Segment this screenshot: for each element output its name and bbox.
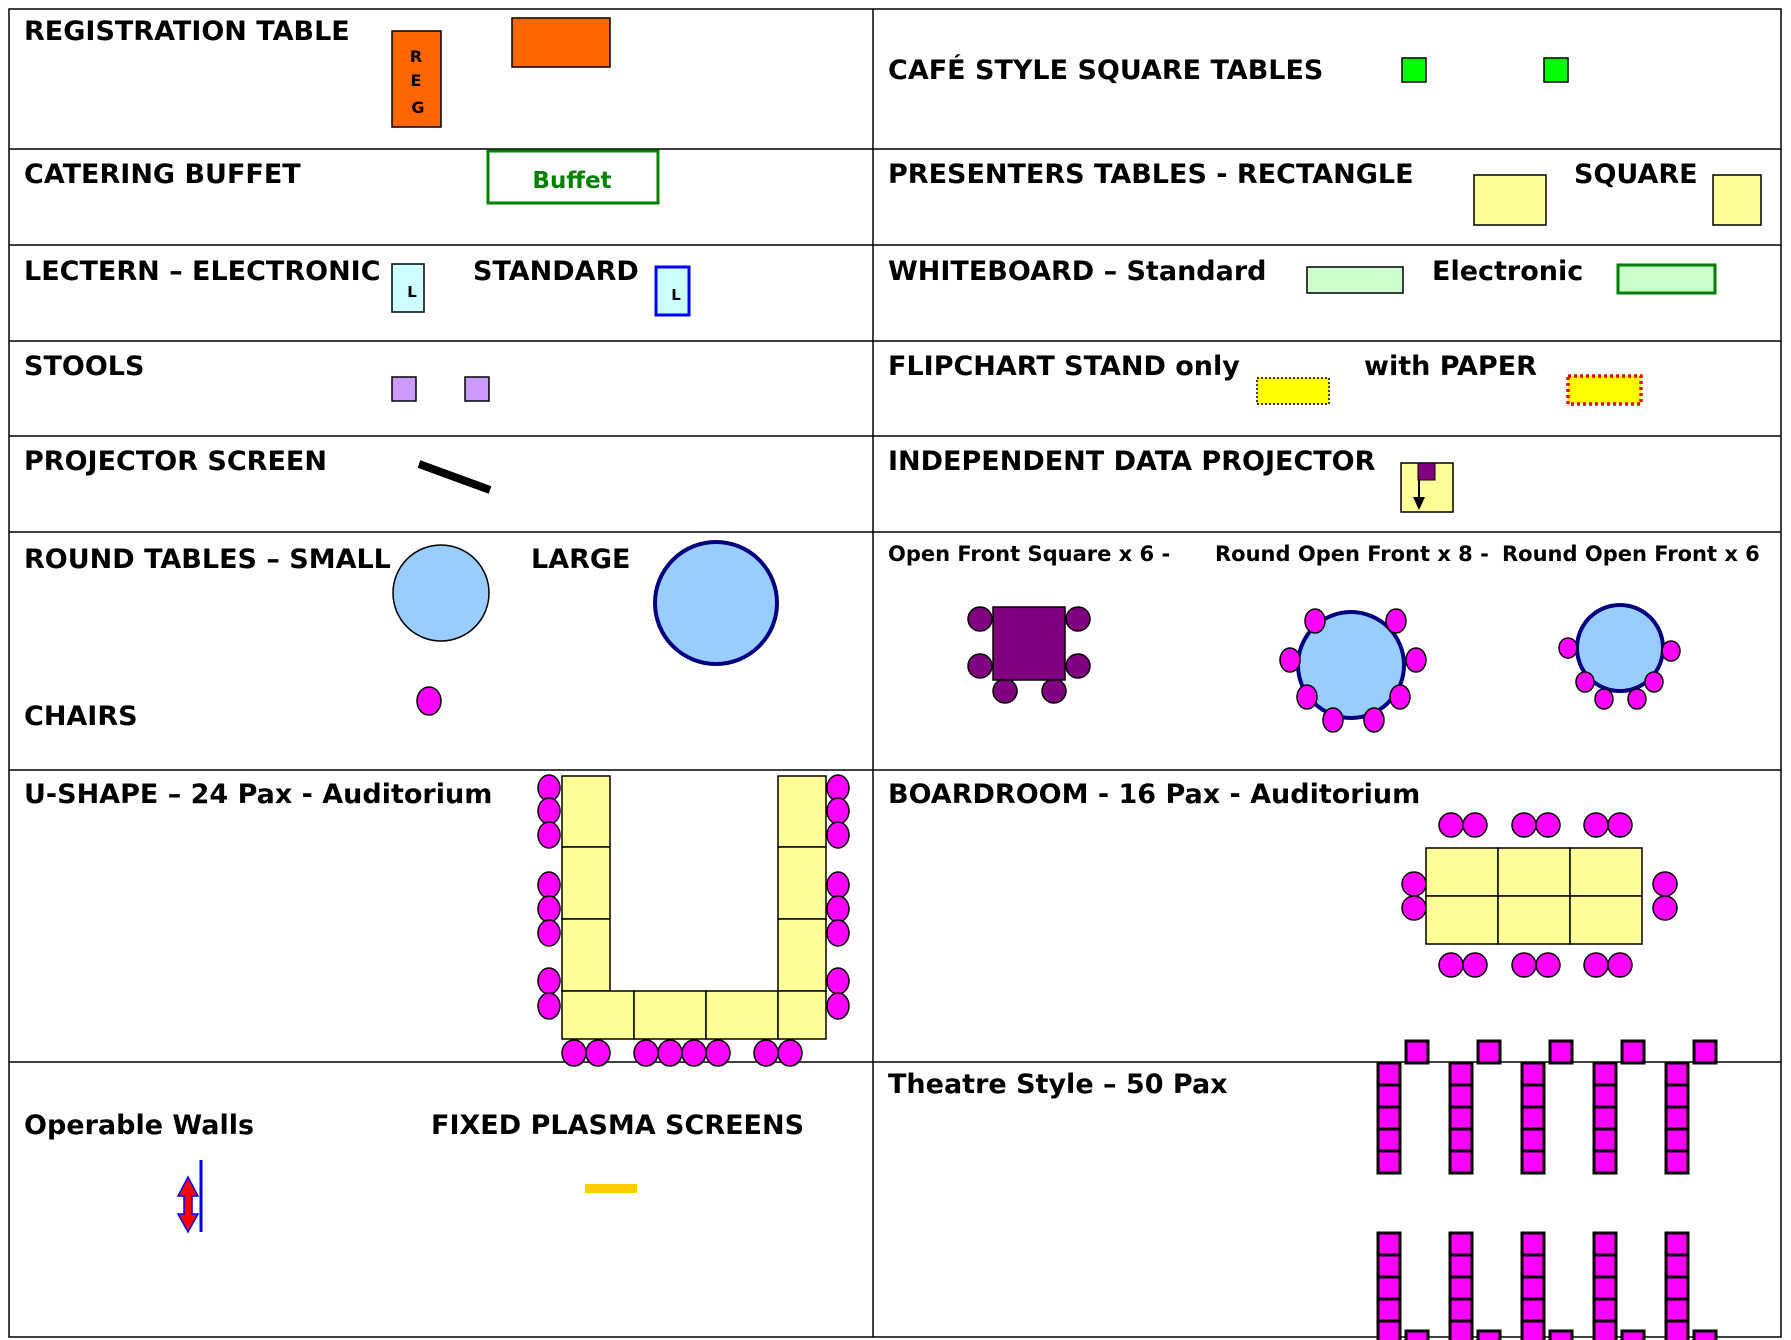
registration-table-horizontal-icon	[512, 18, 610, 67]
theatre-chair	[1378, 1129, 1400, 1151]
stools-label: STOOLS	[24, 351, 145, 382]
theatre-chair	[1666, 1151, 1688, 1173]
u-shape-setup-icon	[538, 775, 849, 1066]
theatre-chair	[1550, 1041, 1572, 1063]
theatre-chair	[1594, 1321, 1616, 1340]
theatre-chair	[1594, 1129, 1616, 1151]
catering-buffet-label: CATERING BUFFET	[24, 159, 301, 190]
theatre-chair	[1378, 1255, 1400, 1277]
theatre-chair	[1378, 1321, 1400, 1340]
theatre-chair	[1522, 1129, 1544, 1151]
u-shape-label: U-SHAPE – 24 Pax - Auditorium	[24, 779, 493, 810]
theatre-chair	[1622, 1041, 1644, 1063]
plasma-screen-icon	[585, 1184, 637, 1193]
cafe-tables-label: CAFÉ STYLE SQUARE TABLES	[888, 55, 1324, 86]
presenters-square-label: SQUARE	[1574, 159, 1698, 190]
theatre-chair	[1450, 1255, 1472, 1277]
chair-icon	[417, 687, 441, 715]
theatre-chair	[1522, 1107, 1544, 1129]
theatre-chair	[1594, 1255, 1616, 1277]
theatre-chairs-icon	[1378, 1041, 1716, 1340]
theatre-chair	[1694, 1041, 1716, 1063]
lectern-electronic-icon	[392, 264, 424, 312]
theatre-chair	[1450, 1151, 1472, 1173]
theatre-chair	[1378, 1085, 1400, 1107]
whiteboard-electronic-icon	[1618, 265, 1715, 293]
presenters-square-table-icon	[1713, 175, 1761, 225]
theatre-chair	[1378, 1107, 1400, 1129]
theatre-chair	[1450, 1129, 1472, 1151]
theatre-chair	[1522, 1233, 1544, 1255]
projector-screen-label: PROJECTOR SCREEN	[24, 446, 327, 477]
theatre-chair	[1450, 1085, 1472, 1107]
presenters-rectangle-table-icon	[1474, 175, 1546, 225]
svg-text:L: L	[407, 283, 417, 301]
open-front-square-setup-icon	[968, 607, 1090, 703]
theatre-chair	[1594, 1233, 1616, 1255]
theatre-chair	[1522, 1151, 1544, 1173]
theatre-chair	[1666, 1321, 1688, 1340]
flipchart-stand-icon	[1257, 378, 1329, 404]
theatre-chair	[1522, 1299, 1544, 1321]
theatre-chair	[1694, 1331, 1716, 1340]
theatre-chair	[1450, 1063, 1472, 1085]
theatre-chair	[1666, 1107, 1688, 1129]
theatre-chair	[1378, 1233, 1400, 1255]
reg-letter-e: E	[410, 71, 422, 90]
round-open-front-6-label: Round Open Front x 6	[1502, 542, 1760, 566]
theatre-chair	[1522, 1277, 1544, 1299]
stool-icon	[392, 377, 416, 401]
flipchart-stand-label: FLIPCHART STAND only	[888, 351, 1240, 382]
cafe-table-icon	[1402, 58, 1426, 82]
theatre-chair	[1666, 1129, 1688, 1151]
theatre-chair	[1666, 1255, 1688, 1277]
registration-table-label: REGISTRATION TABLE	[24, 16, 350, 47]
projector-screen-icon	[419, 464, 490, 490]
theatre-chair	[1450, 1277, 1472, 1299]
round-open-front-8-label: Round Open Front x 8 -	[1215, 542, 1489, 566]
reg-letter-r: R	[409, 47, 423, 66]
lectern-electronic-label: LECTERN – ELECTRONIC	[24, 256, 381, 287]
theatre-chair	[1666, 1299, 1688, 1321]
open-front-square-label: Open Front Square x 6 -	[888, 542, 1171, 566]
operable-wall-icon	[178, 1160, 201, 1232]
theatre-chair	[1666, 1233, 1688, 1255]
registration-table-vertical-icon	[392, 31, 441, 127]
plasma-screens-label: FIXED PLASMA SCREENS	[431, 1110, 805, 1141]
theatre-chair	[1522, 1063, 1544, 1085]
round-table-large-icon	[655, 542, 777, 664]
theatre-chair	[1594, 1151, 1616, 1173]
data-projector-icon	[1401, 463, 1453, 512]
round-open-front-6-setup-icon	[1559, 605, 1680, 709]
presenters-rectangle-label: PRESENTERS TABLES - RECTANGLE	[888, 159, 1414, 190]
stool-icon	[465, 377, 489, 401]
theatre-chair	[1522, 1255, 1544, 1277]
lectern-standard-label: STANDARD	[473, 256, 639, 287]
theatre-chair	[1378, 1151, 1400, 1173]
theatre-chair	[1378, 1063, 1400, 1085]
theatre-chair	[1522, 1321, 1544, 1340]
operable-walls-label: Operable Walls	[24, 1110, 255, 1141]
svg-text:L: L	[671, 286, 681, 304]
boardroom-setup-icon	[1402, 813, 1677, 977]
round-tables-small-label: ROUND TABLES – SMALL	[24, 544, 391, 575]
theatre-chair	[1666, 1277, 1688, 1299]
theatre-chair	[1666, 1063, 1688, 1085]
theatre-chair	[1450, 1299, 1472, 1321]
theatre-chair	[1522, 1085, 1544, 1107]
theatre-chair	[1594, 1277, 1616, 1299]
whiteboard-standard-icon	[1307, 267, 1403, 293]
whiteboard-standard-label: WHITEBOARD – Standard	[888, 256, 1267, 287]
theatre-chair	[1594, 1063, 1616, 1085]
cafe-table-icon	[1544, 58, 1568, 82]
flipchart-paper-label: with PAPER	[1364, 351, 1537, 382]
round-table-small-icon	[393, 545, 489, 641]
theatre-chair	[1450, 1233, 1472, 1255]
theatre-chair	[1666, 1085, 1688, 1107]
theatre-style-label: Theatre Style – 50 Pax	[888, 1069, 1228, 1100]
theatre-chair	[1450, 1321, 1472, 1340]
theatre-chair	[1594, 1085, 1616, 1107]
theatre-chair	[1478, 1041, 1500, 1063]
buffet-icon-label: Buffet	[532, 168, 612, 194]
theatre-chair	[1406, 1041, 1428, 1063]
whiteboard-electronic-label: Electronic	[1432, 256, 1584, 287]
theatre-chair	[1478, 1331, 1500, 1340]
theatre-chair	[1550, 1331, 1572, 1340]
round-tables-large-label: LARGE	[531, 544, 631, 575]
chairs-label: CHAIRS	[24, 701, 138, 732]
theatre-chair	[1594, 1107, 1616, 1129]
theatre-chair	[1450, 1107, 1472, 1129]
theatre-chair	[1378, 1277, 1400, 1299]
boardroom-label: BOARDROOM - 16 Pax - Auditorium	[888, 779, 1421, 810]
flipchart-paper-icon	[1568, 376, 1641, 404]
theatre-chair	[1406, 1331, 1428, 1340]
lectern-standard-icon	[656, 267, 689, 315]
theatre-chair	[1378, 1299, 1400, 1321]
data-projector-label: INDEPENDENT DATA PROJECTOR	[888, 446, 1376, 477]
round-open-front-8-setup-icon	[1280, 609, 1426, 732]
theatre-chair	[1622, 1331, 1644, 1340]
theatre-chair	[1594, 1299, 1616, 1321]
reg-letter-g: G	[411, 98, 425, 117]
